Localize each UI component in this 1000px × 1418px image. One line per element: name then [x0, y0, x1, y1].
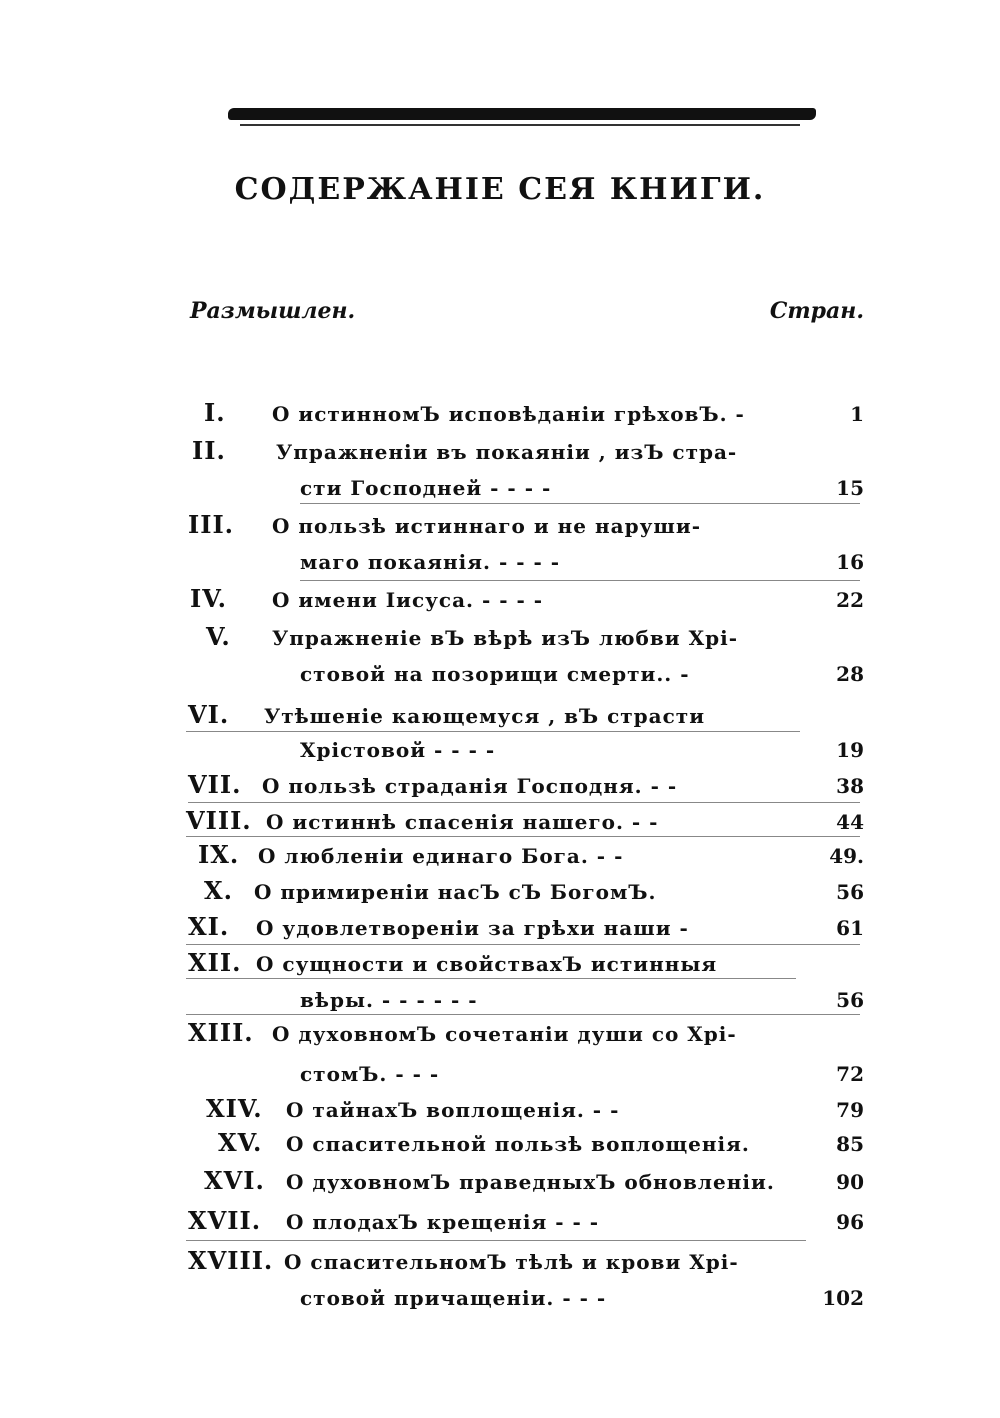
row-divider: [186, 836, 860, 837]
entry-number: V.: [206, 622, 231, 651]
entry-title-line: Упражненіи въ покаяніи , изЪ стра-: [276, 440, 738, 464]
row-divider: [186, 1014, 860, 1015]
entry-title-line: О духовномЪ праведныхЪ обновленіи.: [286, 1170, 775, 1194]
entry-page: 44: [836, 810, 864, 834]
entry-title-line: О имени Іисуса. - - - -: [272, 588, 544, 612]
entry-title-line: О спасительной пользѣ воплощенія.: [286, 1132, 750, 1156]
entry-title-line: стомЪ. - - -: [300, 1062, 440, 1086]
entry-page: 16: [836, 550, 864, 574]
row-divider: [186, 1240, 806, 1241]
row-divider: [300, 503, 860, 504]
entry-page: 19: [836, 738, 864, 762]
entry-title-line: О сущности и свойствахЪ истинныя: [256, 952, 718, 976]
entry-title-line: Упражненіе вЪ вѣрѣ изЪ любви Хрі-: [272, 626, 738, 650]
entry-page: 15: [836, 476, 864, 500]
entry-number: III.: [188, 510, 235, 539]
entry-number: X.: [204, 876, 233, 905]
entry-title-line: О пользѣ страданія Господня. - -: [262, 774, 678, 798]
entry-page: 61: [836, 916, 864, 940]
entry-title-line: маго покаянія. - - - -: [300, 550, 561, 574]
entry-page: 90: [836, 1170, 864, 1194]
entry-number: XVII.: [188, 1206, 262, 1235]
entry-number: XIV.: [206, 1094, 263, 1123]
entry-title-line: О примиреніи насЪ сЪ БогомЪ.: [254, 880, 657, 904]
decorative-top-rule: [228, 108, 816, 120]
entry-title-line: О пользѣ истиннаго и не наруши-: [272, 514, 701, 538]
column-header-meditations: Размышлен.: [190, 298, 356, 324]
entry-number: VI.: [188, 700, 230, 729]
entry-number: XII.: [188, 948, 242, 977]
entry-title-line: Утѣшеніе кающемуся , вЪ страсти: [264, 704, 706, 728]
entry-page: 102: [822, 1286, 864, 1310]
row-divider: [186, 944, 860, 945]
entry-number: XI.: [188, 912, 230, 941]
entry-number: I.: [204, 398, 226, 427]
entry-title-line: стовой на позорищи смерти.. -: [300, 662, 690, 686]
entry-page: 1: [850, 402, 864, 426]
entry-title-line: О духовномЪ сочетаніи души со Хрі-: [272, 1022, 737, 1046]
entry-title-line: Хрістовой - - - -: [300, 738, 496, 762]
entry-number: XIII.: [188, 1018, 254, 1047]
entry-page: 96: [836, 1210, 864, 1234]
entry-page: 85: [836, 1132, 864, 1156]
row-divider: [186, 731, 800, 732]
page-title: СОДЕРЖАНІЕ СЕЯ КНИГИ.: [234, 172, 766, 207]
entry-page: 79: [836, 1098, 864, 1122]
entry-number: XVIII.: [188, 1246, 274, 1275]
entry-number: VII.: [188, 770, 242, 799]
column-header-pages: Стран.: [769, 298, 864, 324]
entry-title-line: О истинномЪ исповѣданіи грѣховЪ. -: [272, 402, 745, 426]
entry-page: 38: [836, 774, 864, 798]
entry-page: 56: [836, 880, 864, 904]
decorative-thin-rule: [240, 124, 800, 126]
entry-page: 56: [836, 988, 864, 1012]
entry-title-line: вѣры. - - - - - -: [300, 988, 478, 1012]
entry-number: IV.: [190, 584, 228, 613]
entry-title-line: сти Господней - - - -: [300, 476, 552, 500]
entry-number: IX.: [198, 840, 240, 869]
entry-number: XVI.: [204, 1166, 265, 1195]
entry-number: XV.: [218, 1128, 263, 1157]
entry-page: 72: [836, 1062, 864, 1086]
entry-title-line: О любленіи единаго Бога. - -: [258, 844, 624, 868]
row-divider: [300, 580, 860, 581]
row-divider: [188, 802, 860, 803]
entry-title-line: стовой причащеніи. - - -: [300, 1286, 607, 1310]
entry-title-line: О плодахЪ крещенія - - -: [286, 1210, 600, 1234]
entry-title-line: О истиннѣ спасенія нашего. - -: [266, 810, 659, 834]
entry-number: II.: [192, 436, 226, 465]
entry-page: 49.: [829, 844, 864, 868]
entry-page: 28: [836, 662, 864, 686]
entry-title-line: О спасительномЪ тѣлѣ и крови Хрі-: [284, 1250, 739, 1274]
entry-title-line: О удовлетвореніи за грѣхи наши -: [256, 916, 689, 940]
row-divider: [186, 978, 796, 979]
entry-page: 22: [836, 588, 864, 612]
entry-number: VIII.: [186, 806, 252, 835]
entry-title-line: О тайнахЪ воплощенія. - -: [286, 1098, 620, 1122]
